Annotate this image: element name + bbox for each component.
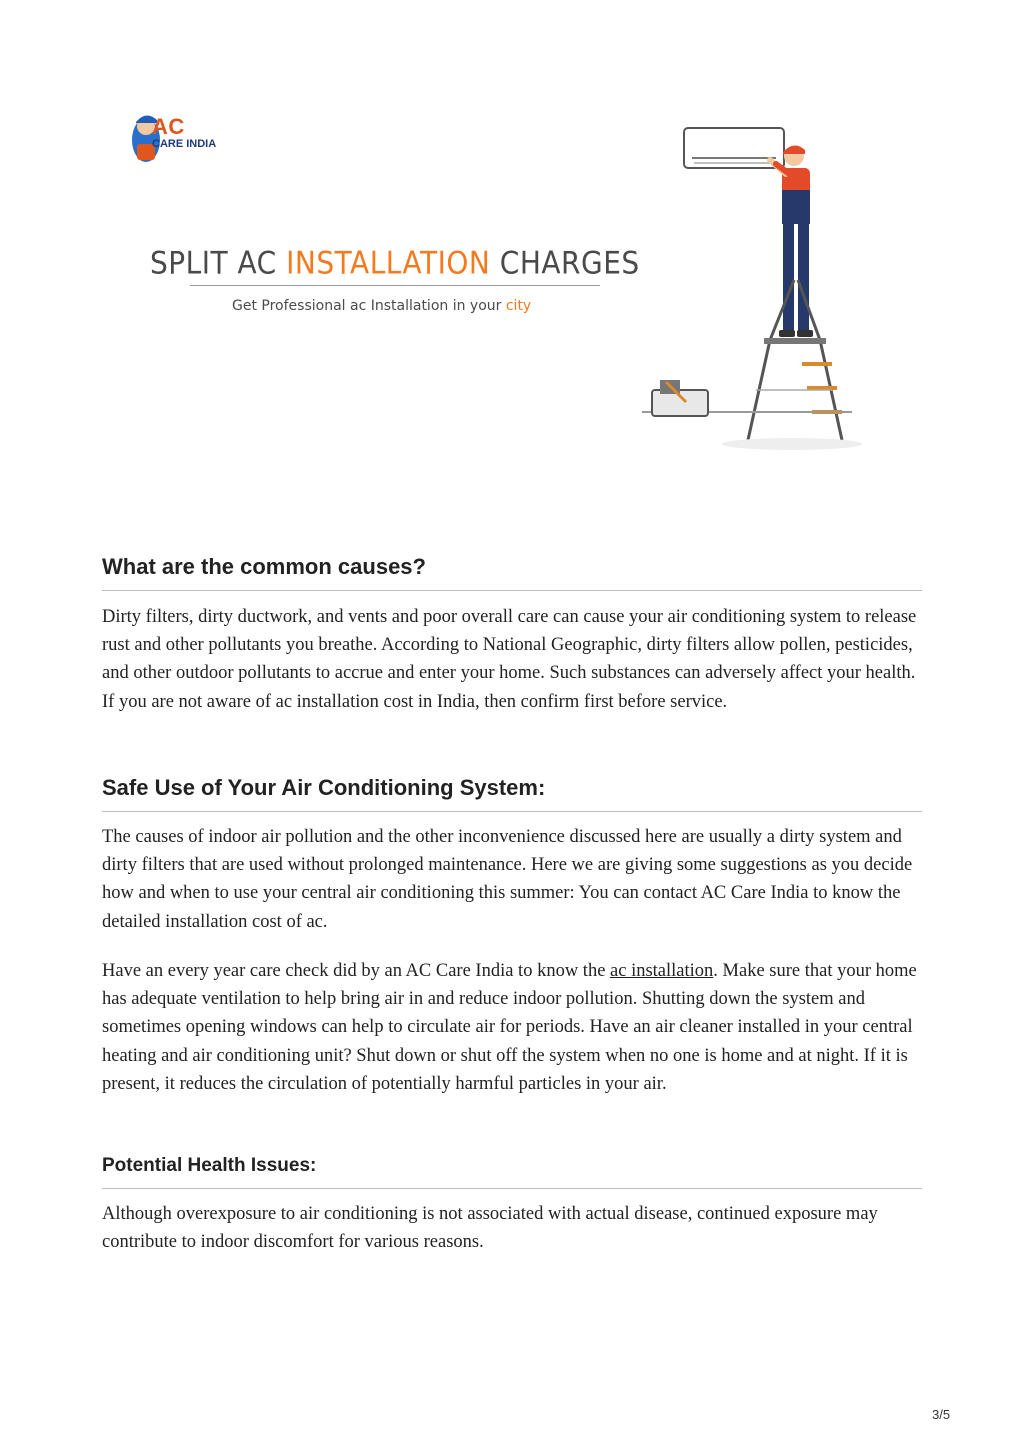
banner-subtitle-part1: Get Professional ac Installation in your [232, 298, 506, 314]
section-heading-common-causes: What are the common causes? [102, 554, 426, 579]
logo-wordmark: AC [152, 114, 185, 139]
section-divider [102, 1188, 922, 1189]
banner-divider [190, 285, 600, 286]
banner-subtitle [232, 298, 531, 314]
section-divider [102, 590, 922, 591]
banner-subtitle-accent: city [505, 298, 532, 314]
banner-title-part3: CHARGES [490, 245, 640, 282]
ac-installation-link[interactable]: ac installation [610, 961, 714, 981]
paragraph-safe-use-1: The causes of indoor air pollution and the other inconvenience discussed here are usually a dirty system and dirty filters that are used without prolonged maintenance. Here we are giving some suggestions as you decide how and when to use your central air conditioning this summer: You can contact AC Care India to know the detailed installation cost of ac. [102, 827, 913, 932]
page-number: 3/5 [932, 1407, 951, 1422]
banner-image [102, 70, 922, 510]
paragraph-health-issues: Although overexposure to air conditioning is not associated with actual disease, continued exposure may contribute to indoor discomfort for various reasons. [102, 1204, 878, 1253]
section-heading-health-issues: Potential Health Issues: [102, 1155, 317, 1176]
banner-title-part1: SPLIT AC [150, 245, 287, 282]
section-divider [102, 811, 922, 812]
banner-title-accent: INSTALLATION [286, 245, 491, 282]
banner-title [150, 245, 640, 281]
technician-ladder-illustration-icon [642, 120, 912, 460]
paragraph-safe-use-2 [102, 957, 932, 1098]
logo-subtitle: CARE INDIA [152, 138, 217, 150]
section-heading-safe-use: Safe Use of Your Air Conditioning System: [102, 775, 546, 800]
paragraph-text: . Make sure that your home has adequate ventilation to help bring air in and reduce indoor pollution. Shutting down the system and sometimes opening windows can help to circulate air for periods. Have an air cleaner installed in your central heating and air conditioning unit? Shut down or shut off the system when no one is home and at night. If it is present, it reduces the circulation of potentially harmful particles in your air. [102, 961, 917, 1094]
paragraph-text: Have an every year care check did by an AC Care India to know the [102, 961, 611, 981]
paragraph-common-causes: Dirty filters, dirty ductwork, and vents and poor overall care can cause your air conditioning system to release rust and other pollutants you breathe. According to National Geographic, dirty filters allow pollen, pesticides, and other outdoor pollutants to accrue and enter your home. Such substances can adversely affect your health. If you are not aware of ac installation cost in India, then confirm first before service. [102, 607, 917, 712]
